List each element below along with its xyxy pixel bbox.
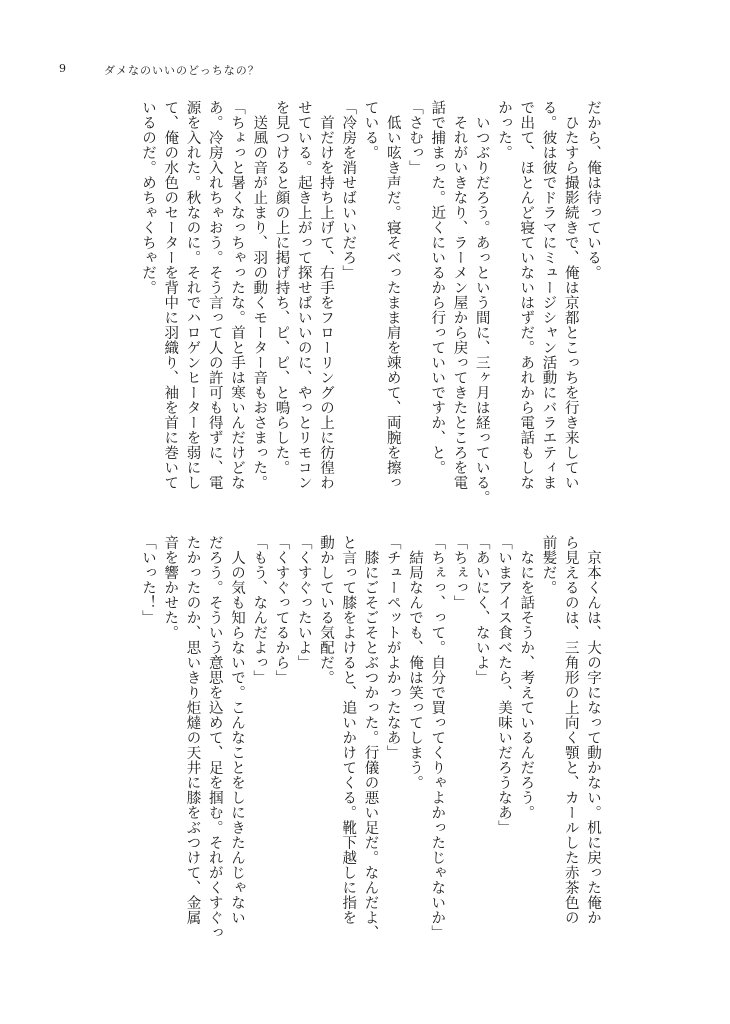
text-line: たかったのか、思いきり炬燵の天井に膝をぶつけて、金属 <box>184 535 201 925</box>
text-line: 「いまアイス食べたら、美味いだろうなあ」 <box>496 535 512 835</box>
text-line: 「ちぇっ」 <box>451 535 468 610</box>
lower-text-block <box>137 535 604 945</box>
text-line: で出て、ほとんど寝ていないはずだ。あれから電話もしな <box>518 100 535 490</box>
text-line: て、俺の水色のセーターを背中に羽織り、袖を首に巻いて <box>162 100 179 490</box>
text-line: ら見えるのは、三角形の上向く顎と、カールした赤茶色の <box>562 535 579 925</box>
text-line: 「冷房を消せばいいだろ」 <box>340 100 357 280</box>
text-line: 「もう、なんだよっ」 <box>251 535 268 685</box>
text-line: ひたすら撮影続きで、俺は京都とこっちを行き来してい <box>562 100 579 490</box>
text-line: せている。起き上がって探せばいいのに、やっとリモコン <box>295 100 312 490</box>
text-line: 低い呟き声だ。寝そべったまま肩を竦めて、両腕を擦っ <box>384 100 401 490</box>
text-line: いるのだ。めちゃくちゃだ。 <box>140 100 156 295</box>
text-line: 「くすぐってるから」 <box>273 535 290 685</box>
text-line: かった。 <box>496 100 512 160</box>
text-line: ている。 <box>362 100 379 160</box>
text-line: 前髪だ。 <box>540 535 557 595</box>
text-line: 膝にごそごそとぶつかった。行儀の悪い足だ。なんだよ、 <box>362 535 379 940</box>
text-line: 源を入れた。秋なのに。それでハロゲンヒーターを弱にし <box>184 100 201 490</box>
text-line: 首だけを持ち上げて、右手をフローリングの上に彷徨わ <box>318 100 334 490</box>
text-line: る。彼は彼でドラマにミュージシャン活動にバラエティま <box>540 100 557 490</box>
text-line: 結局なんでも、俺は笑ってしまう。 <box>407 535 423 790</box>
text-line: あ。冷房入れちゃおう。そう言って人の許可も得ずに、電 <box>206 100 223 490</box>
text-line: だろう。そういう意思を込めて、足を掴む。それがくすぐっ <box>206 535 223 940</box>
text-line: なにを話そうか、考えているんだろう。 <box>518 535 535 820</box>
text-line: いつぶりだろう。あっという間に、三ヶ月は経っている。 <box>473 100 490 505</box>
running-title: ダメなのいいのどっちなの？ <box>104 64 260 77</box>
text-line: 話で捕まった。近くにいるから行っていいですか、と。 <box>429 100 446 475</box>
upper-text-block <box>137 100 604 505</box>
text-line: を見つけると顔の上に掲げ持ち、ピ、ピ、と鳴らした。 <box>273 100 290 475</box>
text-line: 京本くんは、大の字になって動かない。机に戻った俺か <box>585 535 601 925</box>
text-line: と言って膝をよけると、追いかけてくる。靴下越しに指を <box>340 535 357 925</box>
text-line: 「ちぇっ、って。自分で買ってくりゃよかったじゃないか」 <box>429 535 446 940</box>
text-line: 「くすぐったいよ」 <box>295 535 312 670</box>
text-line: それがいきなり、ラーメン屋から戻ってきたところを電 <box>451 100 468 490</box>
text-line: 人の気も知らないで。こんなことをしにきたんじゃない <box>229 535 245 925</box>
text-line: 「いった！」 <box>140 535 156 625</box>
text-line: だから、俺は待っている。 <box>585 100 601 280</box>
text-line: 「あいにく、ないよ」 <box>473 535 490 685</box>
text-line: 音を響かせた。 <box>162 535 179 640</box>
text-line: 「ちょっと暑くなっちゃったな。首と手は寒いんだけどな <box>229 100 245 490</box>
page-number: 9 <box>59 62 67 75</box>
text-line: 動かしている気配だ。 <box>318 535 334 685</box>
text-line: 送風の音が止まり、羽の動くモーター音もおさまった。 <box>251 100 268 490</box>
text-line: 「チューペットがよかったなあ」 <box>384 535 401 760</box>
text-line: 「さむっ」 <box>407 100 423 175</box>
